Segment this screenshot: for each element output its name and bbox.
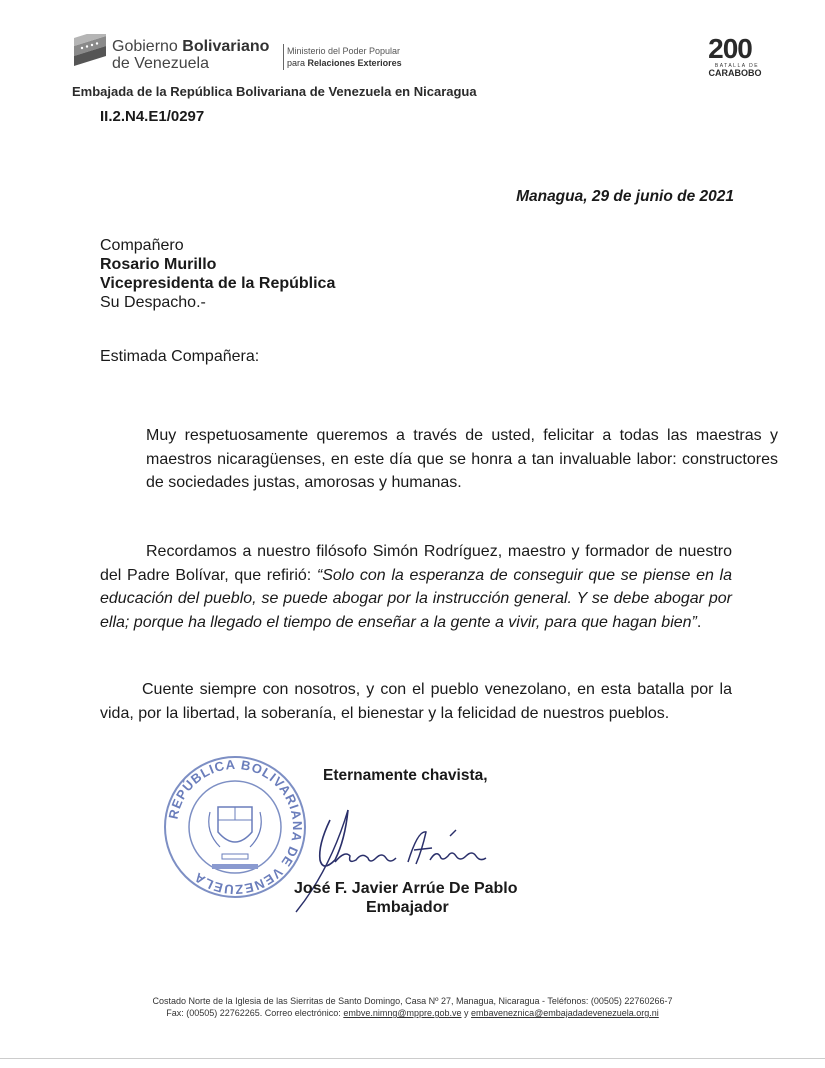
bottom-divider (0, 1058, 825, 1059)
closing: Eternamente chavista, (323, 767, 488, 784)
government-logo-icon (72, 34, 108, 68)
signatory-name: José F. Javier Arrúe De Pablo (294, 880, 518, 897)
paragraph-1: Muy respetuosamente queremos a través de usted, felicitar a todas las maestras y maestros nicaragüenses, en este día que se honra a tan invaluable labor: constructores de sociedades justas, amorosas y humanas. (146, 427, 778, 491)
email-link-1[interactable]: embve.nimng@mppre.gob.ve (343, 1008, 462, 1018)
recipient-office: Su Despacho.- (100, 294, 206, 311)
recipient-salutation: Compañero (100, 237, 184, 254)
logo200-line2: CARABOBO (708, 68, 762, 78)
svg-text:REPÚBLICA BOLIVARIANA DE VENEZ: REPÚBLICA BOLIVARIANA DE VENEZUELA (165, 756, 306, 898)
footer-contact: Fax: (00505) 22762265. Correo electrónico: embve.nimng@mppre.gob.ve y embaveneznica@embajadadevenezuela.org.ni (166, 1008, 659, 1018)
footer (60, 995, 765, 1019)
logo200-line1: BATALLA DE (714, 63, 760, 69)
ministry-line2: para Relaciones Exteriores (287, 58, 402, 68)
header-divider (283, 44, 284, 70)
signatory-role: Embajador (366, 899, 449, 916)
footer-address: Costado Norte de la Iglesia de las Sierritas de Santo Domingo, Casa Nº 27, Managua, Nicaragua - Teléfonos: (00505) 22760266-7 (152, 996, 673, 1006)
embassy-seal (160, 752, 310, 900)
government-name-line2: de Venezuela (112, 55, 209, 72)
government-name: Gobierno Bolivariano (112, 38, 270, 55)
bicentennial-logo (690, 32, 770, 80)
email-link-2[interactable]: embaveneznica@embajadadevenezuela.org.ni (471, 1008, 659, 1018)
embassy-name: Embajada de la República Bolivariana de Venezuela en Nicaragua (72, 84, 477, 99)
reference-number: II.2.N4.E1/0297 (100, 108, 205, 125)
recipient-block (100, 236, 335, 312)
greeting: Estimada Compañera: (100, 348, 260, 365)
recipient-name: Rosario Murillo (100, 256, 217, 273)
ministry-line1: Ministerio del Poder Popular (287, 46, 401, 56)
paragraph-3: Cuente siempre con nosotros, y con el pueblo venezolano, en esta batalla por la vida, por la libertad, la soberanía, el bienestar y la felicidad de nuestros pueblos. (100, 681, 732, 722)
paragraph-2: Recordamos a nuestro filósofo Simón Rodríguez, maestro y formador de nuestro del Padre Bolívar, que refirió: “Solo con la esperanza de conseguir que se piense en la educación del pueblo, se puede abogar por la instrucción general. Y se debe abogar por ella; porque ha llegado el tiempo de enseñar a la gente a vivir, para que hagan bien”. (100, 543, 732, 631)
logo200-number: 200 (708, 33, 752, 64)
letter-date: Managua, 29 de junio de 2021 (516, 188, 734, 205)
recipient-title: Vicepresidenta de la República (100, 275, 336, 292)
